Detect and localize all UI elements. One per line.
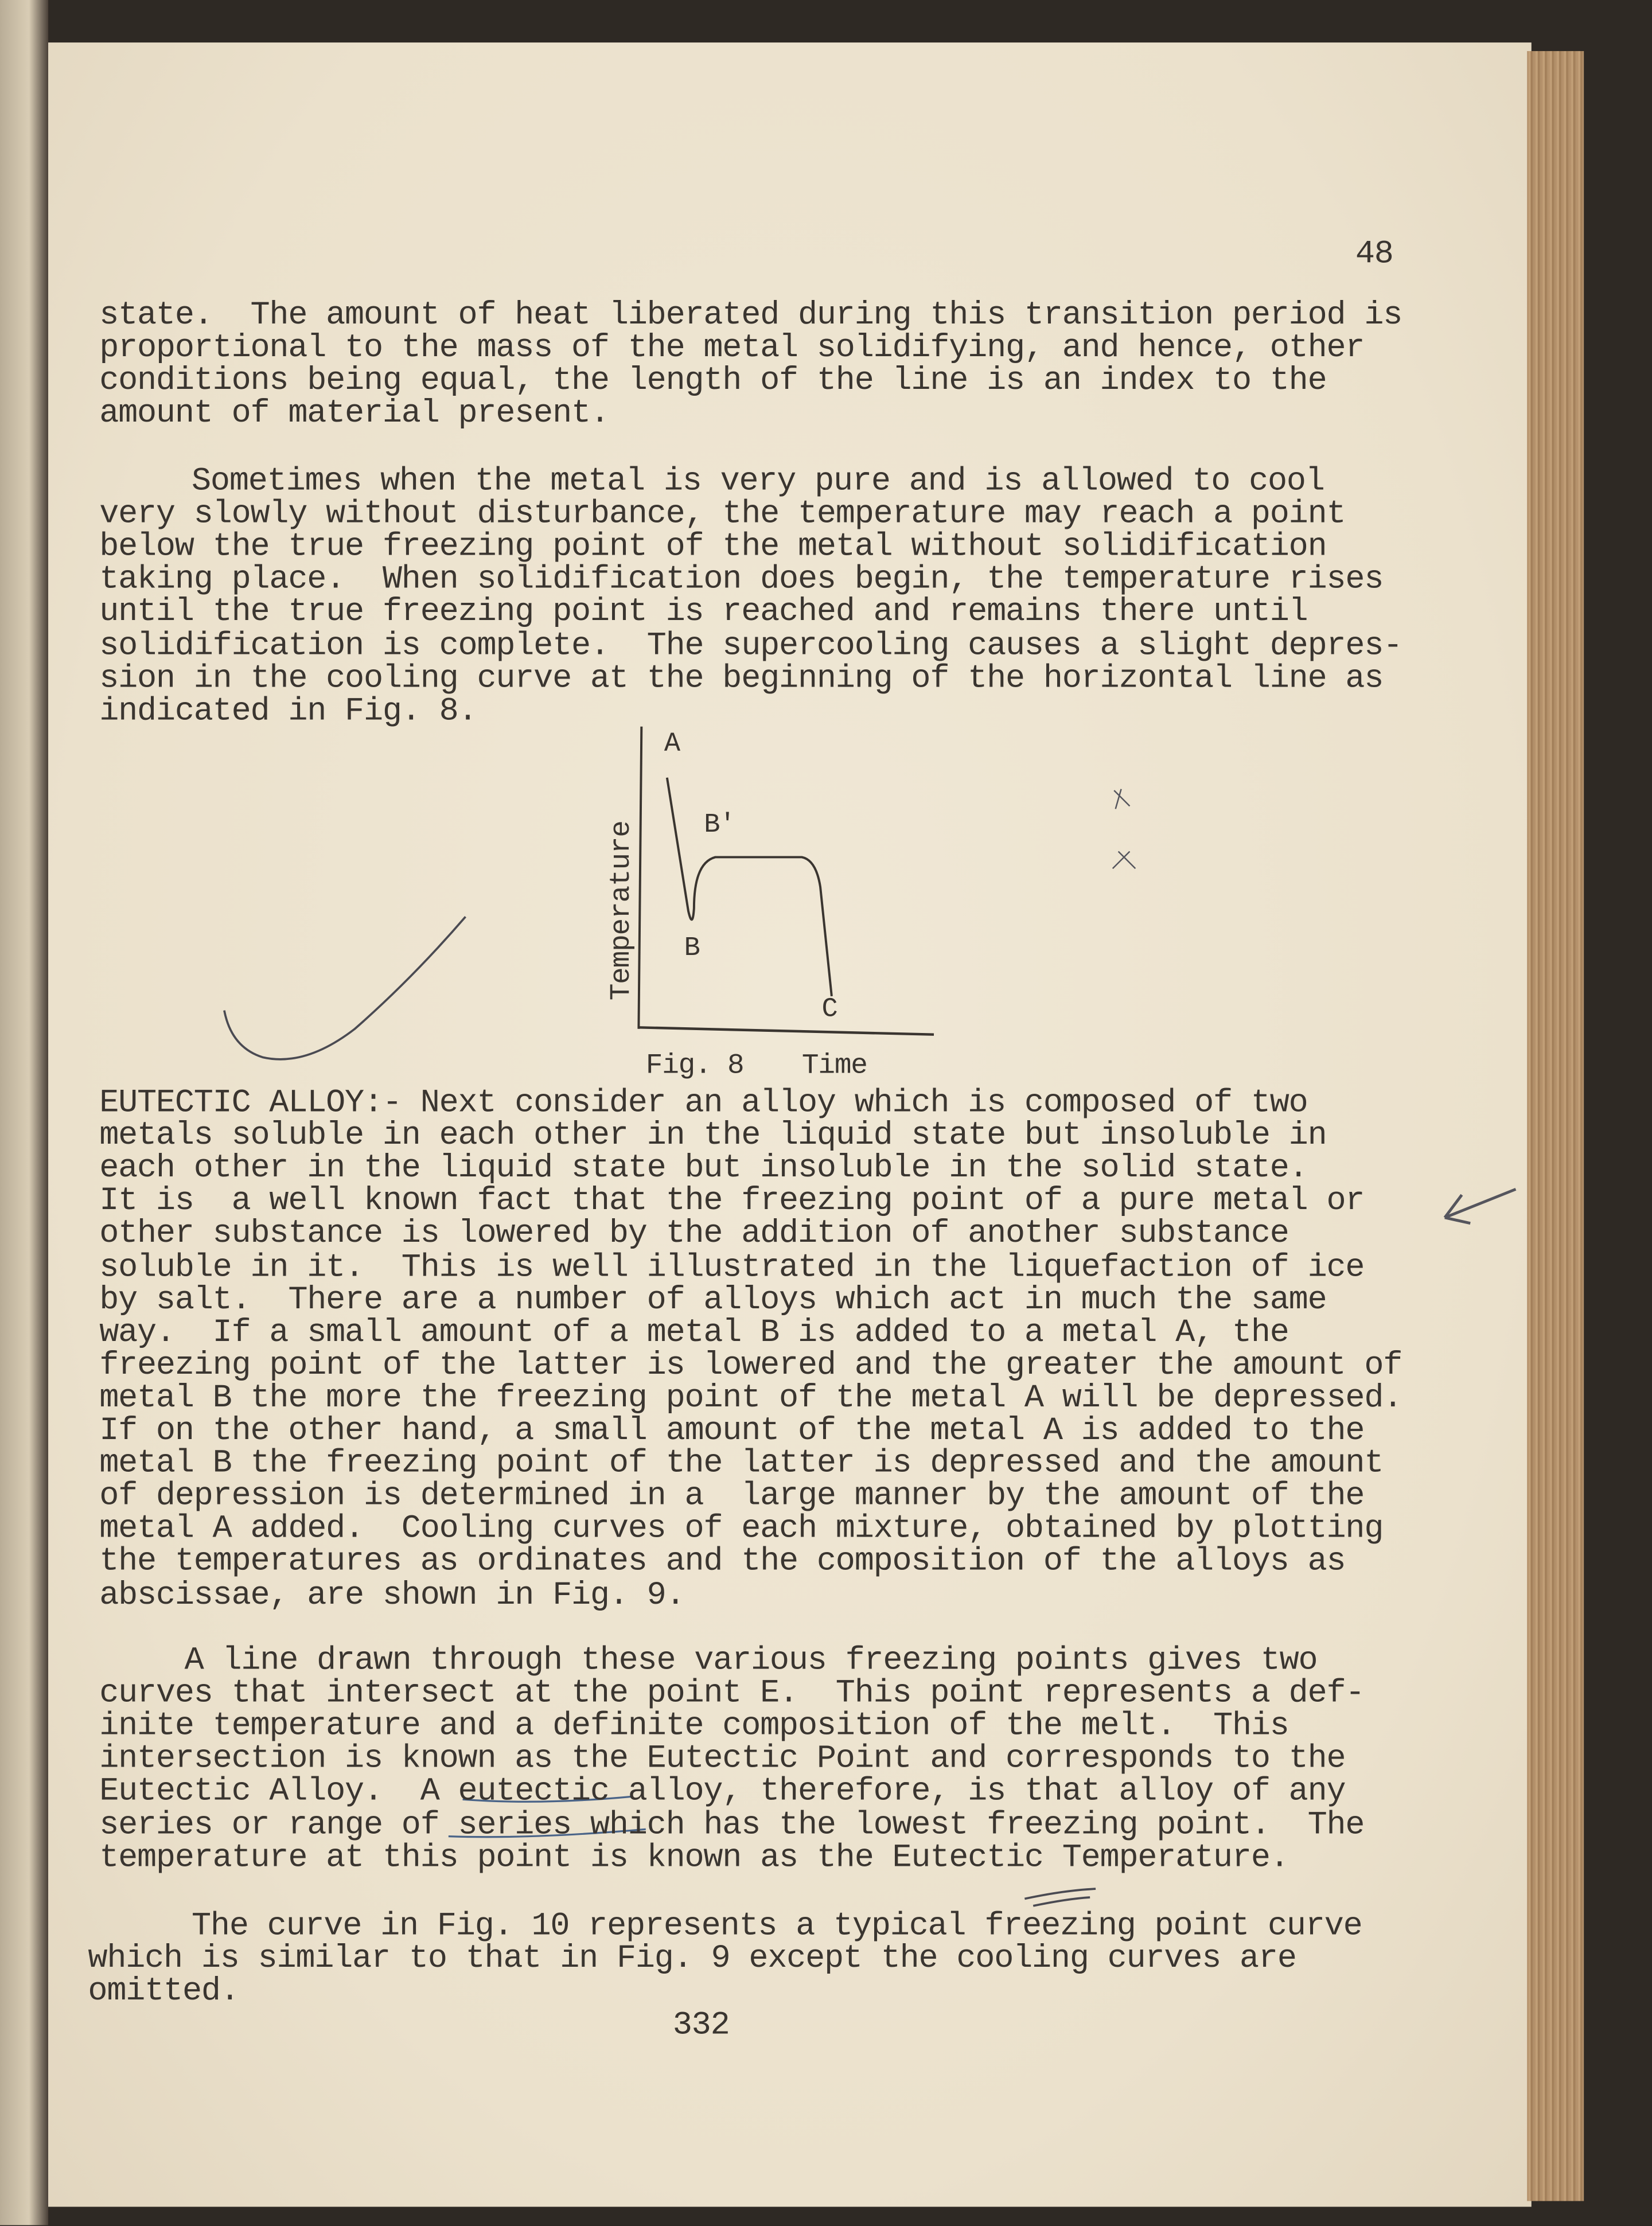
paragraph-eutectic-alloy-line: metals soluble in each other in the liquid state but insoluble in — [99, 1117, 1327, 1154]
y-axis — [638, 727, 641, 1029]
paragraph-eutectic-alloy-line: other substance is lowered by the addition of another substance — [99, 1215, 1289, 1253]
paragraph-fig10-line: which is similar to that in Fig. 9 except the cooling curves are — [88, 1940, 1296, 1977]
point-label-c: C — [821, 993, 837, 1025]
paragraph-eutectic-point-line: curves that intersect at the point E. This point represents a def- — [99, 1674, 1365, 1712]
paragraph-eutectic-point-line: intersection is known as the Eutectic Point and corresponds to the — [99, 1740, 1346, 1777]
paragraph-eutectic-alloy-line: metal B the freezing point of the latter is depressed and the amount — [99, 1444, 1384, 1482]
pencil-check-mark — [224, 917, 466, 1059]
paragraph-eutectic-point-line: A line drawn through these various freezing points gives two — [184, 1642, 1318, 1679]
paragraph-eutectic-alloy-line: soluble in it. This is well illustrated in the liquefaction of ice — [99, 1248, 1365, 1285]
paragraph-eutectic-point-line: series or range of series which has the lowest freezing point. The — [99, 1806, 1365, 1843]
paragraph-supercooling-line: sion in the cooling curve at the beginning of the horizontal line as — [99, 659, 1384, 696]
paragraph-eutectic-alloy-line: metal B the more the freezing point of the metal A will be depressed. — [99, 1379, 1402, 1416]
paragraph-eutectic-alloy-line: way. If a small amount of a metal B is added to a metal A, the — [99, 1313, 1289, 1351]
pencil-x-mark — [1113, 852, 1136, 869]
paragraph-eutectic-alloy-line: by salt. There are a number of alloys which act in much the same — [99, 1281, 1327, 1318]
paragraph-supercooling-line: until the true freezing point is reached and remains there until — [99, 594, 1308, 631]
paragraph-eutectic-point-line: temperature at this point is known as the Eutectic Temperature. — [99, 1838, 1289, 1876]
figure-caption: Fig. 8 — [645, 1050, 744, 1083]
x-axis-label: Time — [801, 1050, 867, 1083]
x-axis — [638, 1027, 934, 1034]
paragraph-eutectic-alloy-line: EUTECTIC ALLOY:- Next consider an alloy which is composed of two — [99, 1084, 1308, 1121]
footer-number: 332 — [672, 2006, 730, 2044]
paragraph-heat-liberated-line: conditions being equal, the length of the line is an index to the — [99, 362, 1327, 399]
paragraph-eutectic-alloy-line: It is a well known fact that the freezing point of a pure metal or — [99, 1182, 1365, 1220]
paragraph-supercooling-line: solidification is complete. The supercooling causes a slight depres- — [99, 626, 1402, 664]
paragraph-supercooling-line: very slowly without disturbance, the temperature may reach a point — [99, 495, 1346, 533]
paragraph-eutectic-alloy-line: If on the other hand, a small amount of the metal A is added to the — [99, 1412, 1365, 1449]
paragraph-heat-liberated-line: proportional to the mass of the metal solidifying, and hence, other — [99, 329, 1365, 367]
pencil-x-mark — [1114, 789, 1129, 809]
paragraph-supercooling-line: taking place. When solidification does begin, the temperature rises — [99, 561, 1384, 598]
paragraph-heat-liberated-line: amount of material present. — [99, 395, 609, 432]
paragraph-heat-liberated-line: state. The amount of heat liberated during this transition period is — [99, 297, 1402, 334]
page-number: 48 — [1355, 235, 1393, 273]
paragraph-eutectic-alloy-line: of depression is determined in a large manner by the amount of the — [99, 1477, 1365, 1515]
paragraph-fig10-line: The curve in Fig. 10 represents a typical freezing point curve — [192, 1907, 1362, 1944]
paragraph-eutectic-alloy-line: each other in the liquid state but insoluble in the solid state. — [99, 1149, 1308, 1187]
point-label-b-prime: B' — [704, 809, 735, 840]
paragraph-eutectic-point-line: inite temperature and a definite composition of the melt. This — [99, 1707, 1289, 1745]
point-label-a: A — [664, 728, 680, 759]
paragraph-eutectic-alloy-line: freezing point of the latter is lowered and the greater the amount of — [99, 1346, 1402, 1383]
paragraph-eutectic-alloy-line: metal A added. Cooling curves of each mixture, obtained by plotting — [99, 1510, 1384, 1547]
paragraph-eutectic-alloy-line: abscissae, are shown in Fig. 9. — [99, 1576, 685, 1613]
paragraph-supercooling-line: Sometimes when the metal is very pure and is allowed to cool — [192, 462, 1324, 500]
paragraph-supercooling-line: below the true freezing point of the metal without solidification — [99, 528, 1327, 566]
y-axis-label: Temperature — [606, 821, 639, 1001]
pencil-arrow-icon — [1445, 1189, 1516, 1223]
paragraph-supercooling-line: indicated in Fig. 8. — [99, 692, 477, 729]
paragraph-fig10-line: omitted. — [88, 1972, 239, 2010]
paragraph-eutectic-point-line: Eutectic Alloy. A eutectic alloy, therefore, is that alloy of any — [99, 1773, 1346, 1810]
point-label-b: B — [684, 932, 700, 964]
pencil-underline — [1024, 1889, 1096, 1906]
paragraph-eutectic-alloy-line: the temperatures as ordinates and the composition of the alloys as — [99, 1543, 1346, 1580]
